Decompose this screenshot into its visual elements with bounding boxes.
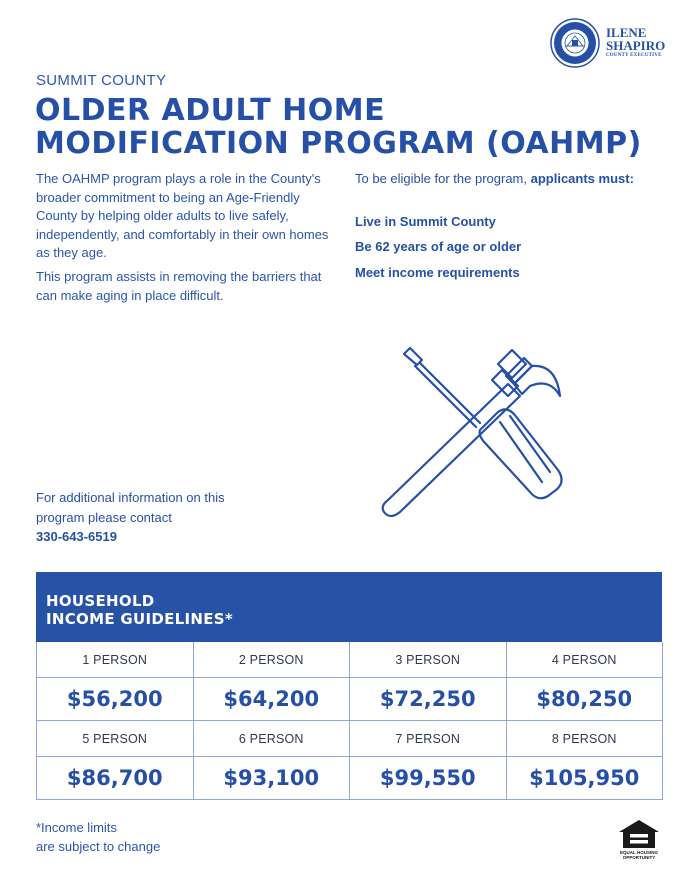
intro-paragraph-1: The OAHMP program plays a role in the County's broader commitment to being an Age-Friendly County by helping older adults to live safely, independently, and comfortably in their own homes as they age. (36, 171, 329, 260)
contact-info (36, 488, 296, 547)
income-limit-value: $64,200 (194, 678, 351, 721)
household-size-label: 8 PERSON (507, 721, 664, 757)
income-table (36, 642, 663, 800)
income-footnote (36, 818, 160, 856)
footnote-line-1: *Income limits (36, 820, 117, 835)
table-row (37, 642, 663, 678)
contact-phone[interactable]: 330-643-6519 (36, 529, 117, 544)
exec-name-first: ILENE (606, 25, 647, 40)
household-size-label: 6 PERSON (194, 721, 351, 757)
household-size-label: 7 PERSON (350, 721, 507, 757)
contact-line-1: For additional information on this (36, 490, 225, 505)
income-limit-value: $80,250 (507, 678, 664, 721)
income-limit-value: $105,950 (507, 757, 664, 800)
intro-paragraph-2: This program assists in removing the barriers that can make aging in place difficult. (36, 269, 322, 303)
requirement-income: Meet income requirements (355, 265, 520, 280)
table-row (37, 757, 663, 800)
income-limit-value: $86,700 (37, 757, 194, 800)
exec-name-last: SHAPIRO (606, 38, 666, 53)
income-limit-value: $93,100 (194, 757, 351, 800)
household-size-label: 3 PERSON (350, 642, 507, 678)
page-title (35, 94, 675, 160)
title-line-1: OLDER ADULT HOME (35, 93, 386, 128)
title-line-2: MODIFICATION PROGRAM (OAHMP) (35, 126, 642, 161)
table-row (37, 721, 663, 757)
income-limit-value: $99,550 (350, 757, 507, 800)
income-table-title (46, 592, 233, 628)
requirement-residency: Live in Summit County (355, 214, 496, 229)
county-label: SUMMIT COUNTY (36, 72, 167, 89)
income-limit-value: $72,250 (350, 678, 507, 721)
contact-line-2: program please contact (36, 509, 172, 525)
income-table-title-line-1: HOUSEHOLD (46, 592, 155, 610)
income-limit-value: $56,200 (37, 678, 194, 721)
eligibility-lead-text: To be eligible for the program, (355, 171, 531, 186)
county-seal-icon (550, 18, 600, 68)
county-executive-name (606, 26, 692, 52)
county-executive-title: COUNTY EXECUTIVE (606, 53, 662, 58)
eligibility-lead (355, 170, 655, 189)
household-size-label: 4 PERSON (507, 642, 664, 678)
income-table-header (36, 572, 662, 642)
eho-line-1: EQUAL HOUSING (620, 850, 658, 855)
household-size-label: 2 PERSON (194, 642, 351, 678)
household-size-label: 5 PERSON (37, 721, 194, 757)
equal-housing-label (614, 850, 664, 860)
equal-housing-logo (614, 818, 664, 866)
equal-housing-icon (614, 818, 664, 850)
household-size-label: 1 PERSON (37, 642, 194, 678)
requirement-age: Be 62 years of age or older (355, 239, 522, 254)
income-table-title-line-2: INCOME GUIDELINES* (46, 610, 234, 628)
eho-line-2: OPPORTUNITY (622, 855, 656, 860)
eligibility-lead-bold: applicants must: (530, 171, 634, 186)
table-row (37, 678, 663, 721)
hammer-screwdriver-icon (380, 320, 570, 520)
footnote-line-2: are subject to change (36, 839, 161, 854)
